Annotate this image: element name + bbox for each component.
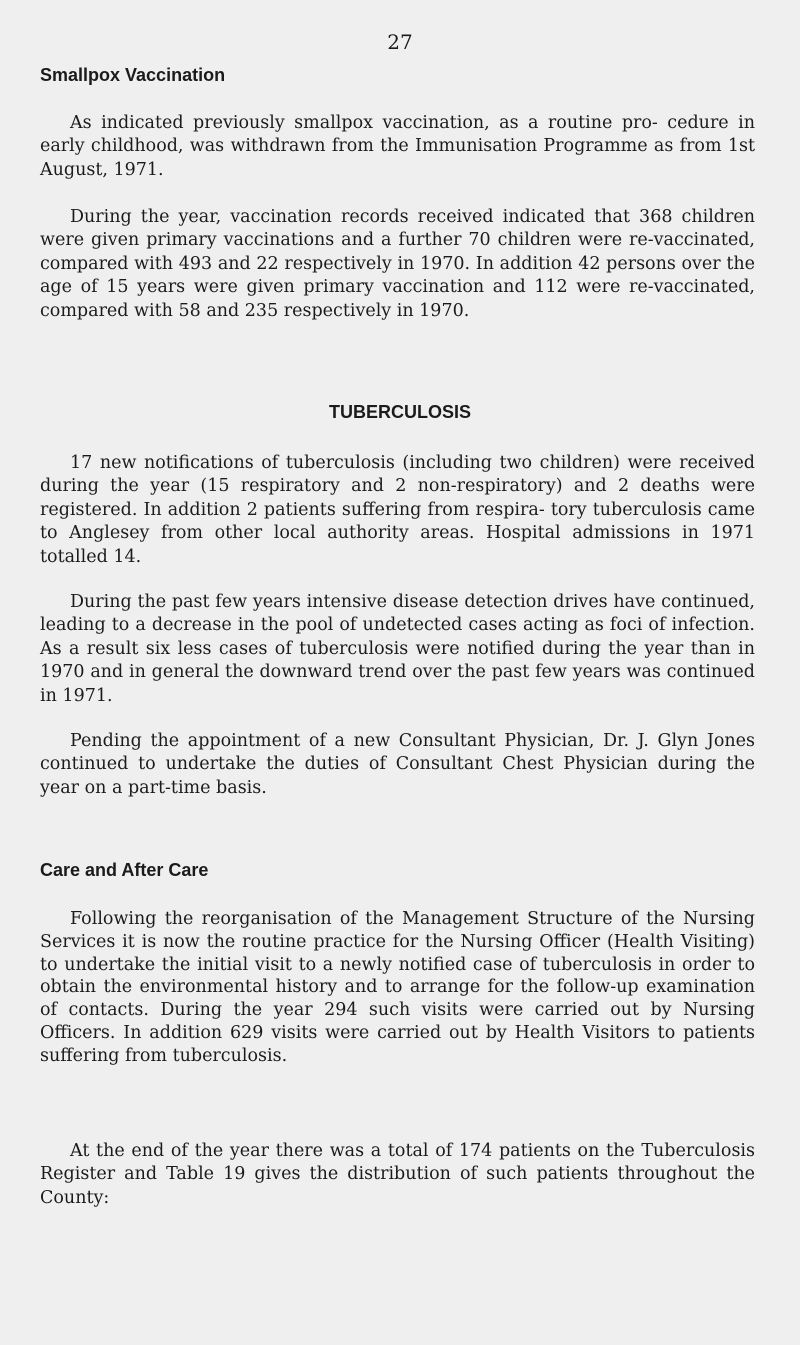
- care-heading: Care and After Care: [40, 860, 209, 880]
- tuberculosis-paragraph-3: Pending the appointment of a new Consultant Physician, Dr. J. Glyn Jones continued to undertake the duties of Consultant Chest Physician during the year on a part-time basis.: [40, 731, 755, 798]
- tuberculosis-heading: TUBERCULOSIS: [328, 402, 471, 422]
- smallpox-heading: Smallpox Vaccination: [40, 65, 226, 85]
- care-paragraph-2: At the end of the year there was a total of 174 patients on the Tuberculosis Register and Table 19 gives the distribution of such patients throughout the County:: [40, 1141, 755, 1208]
- smallpox-paragraph-1: As indicated previously smallpox vaccination, as a routine pro- cedure in early childhood, was withdrawn from the Immunisation Programme as from 1st August, 1971.: [40, 113, 755, 180]
- page-number: 27: [387, 30, 413, 54]
- tuberculosis-paragraph-2: During the past few years intensive disease detection drives have continued, leading to a decrease in the pool of undetected cases acting as foci of infection. As a result six less cases of tuberculosis were notified during the year than in 1970 and in general the downward trend over the past few years was continued in 1971.: [40, 592, 755, 706]
- care-paragraph-1: Following the reorganisation of the Management Structure of the Nursing Services it is now the routine practice for the Nursing Officer (Health Visiting) to undertake the initial visit to a newly notified case of tuberculosis in order to obtain the environmental history and to arrange for the follow-up examination of contacts. During the year 294 such visits were carried out by Nursing Officers. In addition 629 visits were carried out by Health Visitors to patients suffering from tuberculosis.: [40, 909, 755, 1066]
- smallpox-paragraph-2: During the year, vaccination records received indicated that 368 children were given primary vaccinations and a further 70 children were re-vaccinated, compared with 493 and 22 respectively in 1970. In addition 42 persons over the age of 15 years were given primary vaccination and 112 were re-vaccinated, compared with 58 and 235 respectively in 1970.: [40, 207, 755, 321]
- tuberculosis-paragraph-1: 17 new notifications of tuberculosis (including two children) were received during the year (15 respiratory and 2 non-respiratory) and 2 deaths were registered. In addition 2 patients suffering from respira- tory tuberculosis came to Anglesey from other local authority areas. Hospital admissions in 1971 totalled 14.: [40, 453, 755, 567]
